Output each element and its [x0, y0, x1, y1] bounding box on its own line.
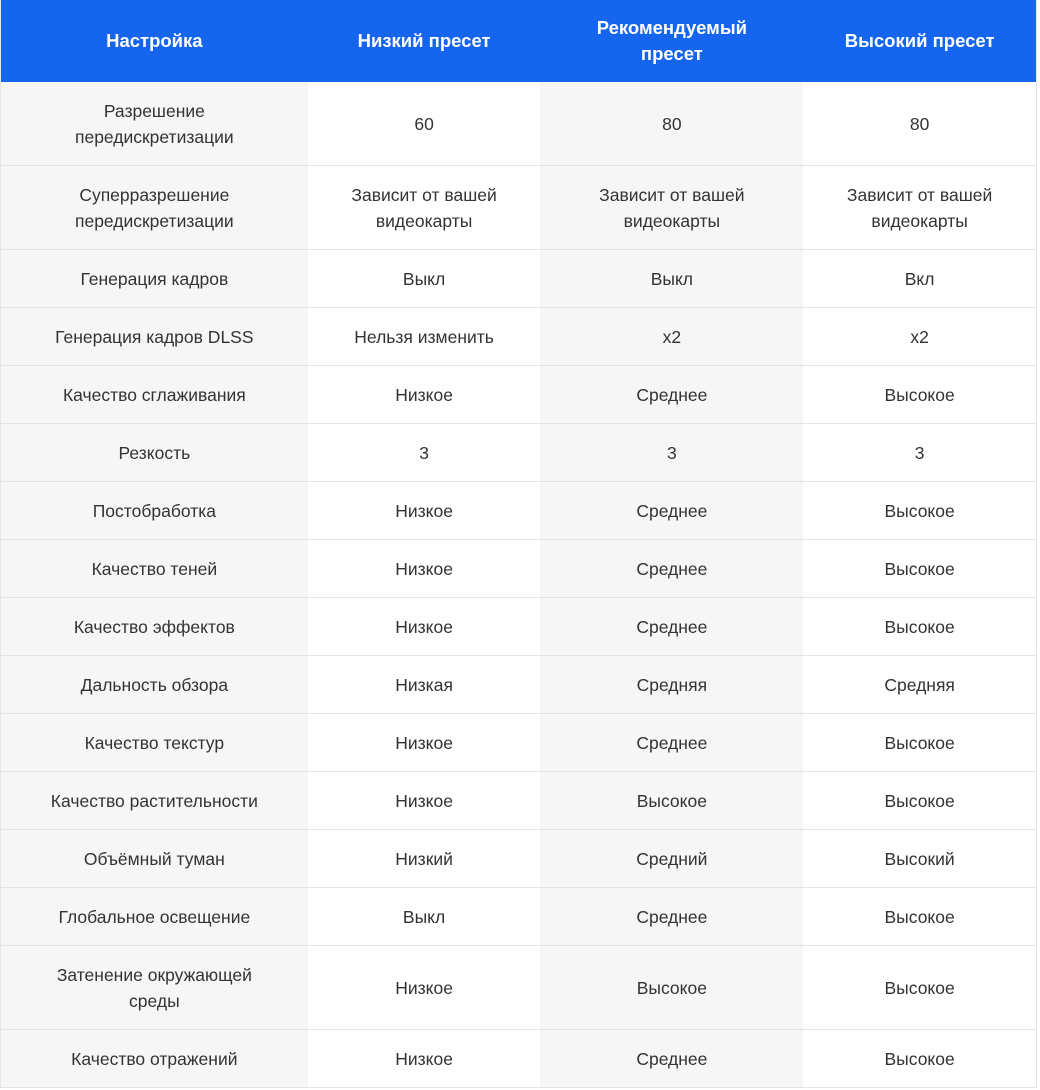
table-row: [1, 166, 1036, 250]
recommended-value: x2: [540, 308, 803, 365]
high-value: Высокое: [803, 772, 1036, 829]
high-value: Высокое: [803, 540, 1036, 597]
high-value: Высокое: [803, 598, 1036, 655]
table-row: [1, 772, 1036, 830]
setting-name: Качество эффектов: [1, 598, 308, 655]
low-value: Низкое: [308, 482, 541, 539]
setting-name: Качество теней: [1, 540, 308, 597]
low-value: Низкое: [308, 540, 541, 597]
recommended-value-text: Зависит от вашей видеокарты: [599, 184, 745, 231]
high-value: Высокое: [803, 888, 1036, 945]
setting-name: Объёмный туман: [1, 830, 308, 887]
low-value: Нельзя изменить: [308, 308, 541, 365]
high-value: Высокое: [803, 366, 1036, 423]
recommended-value: 80: [540, 82, 803, 165]
header-recommended-preset: [540, 0, 803, 82]
high-value: Высокое: [803, 482, 1036, 539]
recommended-value: Высокое: [540, 772, 803, 829]
header-high-preset: Высокий пресет: [803, 0, 1036, 82]
low-value: Низкое: [308, 598, 541, 655]
table-row: [1, 540, 1036, 598]
recommended-value: Среднее: [540, 714, 803, 771]
recommended-value: Средний: [540, 830, 803, 887]
high-value-text: Зависит от вашей видеокарты: [846, 184, 993, 231]
low-value: Низкое: [308, 772, 541, 829]
high-value: x2: [803, 308, 1036, 365]
high-value: Высокое: [803, 1030, 1036, 1087]
header-recommended-label: Рекомендуемый пресет: [596, 17, 748, 64]
setting-name-text: Суперразрешение передискретизации: [74, 184, 234, 231]
low-value: 60: [308, 82, 541, 165]
low-value: Низкое: [308, 714, 541, 771]
setting-name: Резкость: [1, 424, 308, 481]
high-value: 80: [803, 82, 1036, 165]
recommended-value: Среднее: [540, 540, 803, 597]
setting-name: Качество отражений: [1, 1030, 308, 1087]
low-value: Низкое: [308, 1030, 541, 1087]
high-value: Средняя: [803, 656, 1036, 713]
recommended-value: Высокое: [540, 946, 803, 1029]
table-row: [1, 598, 1036, 656]
recommended-value: Выкл: [540, 250, 803, 307]
recommended-value: [540, 166, 803, 249]
table-row: [1, 308, 1036, 366]
low-value: Выкл: [308, 250, 541, 307]
table-row: [1, 250, 1036, 308]
setting-name: Качество текстур: [1, 714, 308, 771]
setting-name: Глобальное освещение: [1, 888, 308, 945]
header-setting: Настройка: [1, 0, 308, 82]
low-value: Низкая: [308, 656, 541, 713]
table-row: [1, 482, 1036, 540]
table-row: [1, 830, 1036, 888]
table-row: [1, 424, 1036, 482]
high-value: Вкл: [803, 250, 1036, 307]
low-value: Выкл: [308, 888, 541, 945]
low-value: 3: [308, 424, 541, 481]
low-value-text: Зависит от вашей видеокарты: [351, 184, 497, 231]
header-low-preset: Низкий пресет: [308, 0, 541, 82]
table-row: [1, 714, 1036, 772]
setting-name: Качество растительности: [1, 772, 308, 829]
low-value: [308, 166, 541, 249]
recommended-value: 3: [540, 424, 803, 481]
setting-name-text: Разрешение передискретизации: [74, 100, 234, 147]
recommended-value: Среднее: [540, 482, 803, 539]
setting-name: [1, 946, 308, 1029]
table-row: [1, 82, 1036, 166]
table-row: [1, 946, 1036, 1030]
high-value: Высокое: [803, 714, 1036, 771]
setting-name: Генерация кадров DLSS: [1, 308, 308, 365]
setting-name: Генерация кадров: [1, 250, 308, 307]
low-value: Низкий: [308, 830, 541, 887]
table-row: [1, 366, 1036, 424]
recommended-value: Среднее: [540, 366, 803, 423]
high-value: 3: [803, 424, 1036, 481]
high-value: Высокий: [803, 830, 1036, 887]
setting-name: [1, 82, 308, 165]
table-row: [1, 1030, 1036, 1088]
recommended-value: Среднее: [540, 598, 803, 655]
setting-name: Дальность обзора: [1, 656, 308, 713]
setting-name-text: Затенение окружающей среды: [56, 964, 252, 1011]
table-row: [1, 888, 1036, 946]
high-value: Высокое: [803, 946, 1036, 1029]
recommended-value: Средняя: [540, 656, 803, 713]
recommended-value: Среднее: [540, 1030, 803, 1087]
table-header-row: [1, 0, 1036, 82]
setting-name: Качество сглаживания: [1, 366, 308, 423]
recommended-value: Среднее: [540, 888, 803, 945]
setting-name: [1, 166, 308, 249]
low-value: Низкое: [308, 946, 541, 1029]
low-value: Низкое: [308, 366, 541, 423]
setting-name: Постобработка: [1, 482, 308, 539]
high-value: [803, 166, 1036, 249]
table-row: [1, 656, 1036, 714]
